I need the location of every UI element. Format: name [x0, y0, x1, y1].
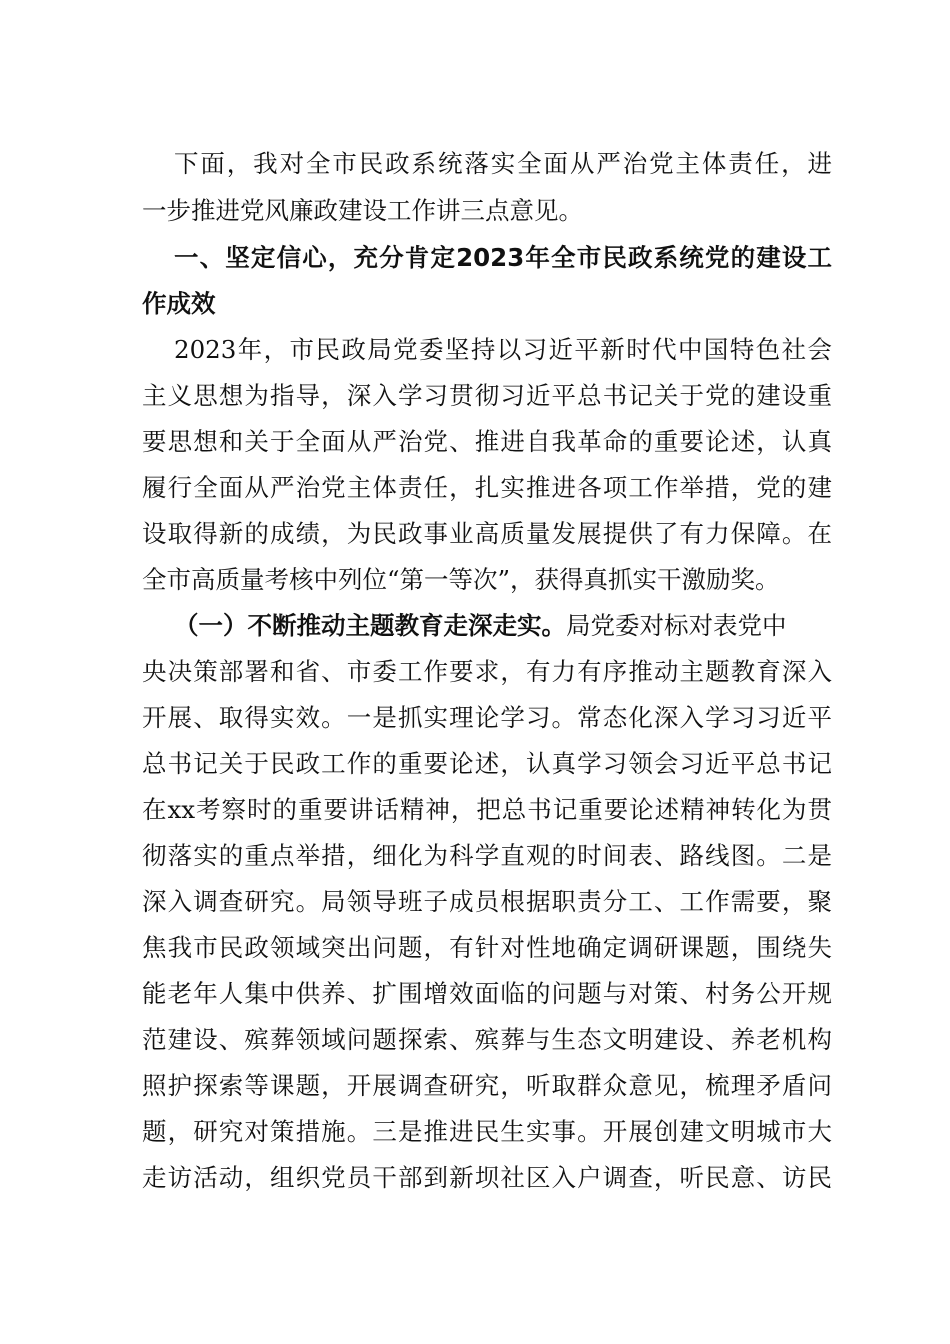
para1-line-2: 主义思想为指导，深入学习贯彻习近平总书记关于党的建设重: [142, 381, 832, 410]
para2-line-2: 央决策部署和省、市委工作要求，有力有序推动主题教育深入: [142, 657, 832, 686]
para2-line-5: 在xx考察时的重要讲话精神，把总书记重要论述精神转化为贯: [142, 795, 832, 824]
para2-line-6: 彻落实的重点举措，细化为科学直观的时间表、路线图。二是: [142, 841, 832, 870]
para1-line-3: 要思想和关于全面从严治党、推进自我革命的重要论述，认真: [142, 427, 832, 456]
para1-line-5: 设取得新的成绩，为民政事业高质量发展提供了有力保障。在: [142, 519, 832, 548]
para1-line-4: 履行全面从严治党主体责任，扎实推进各项工作举措，党的建: [142, 473, 832, 502]
para2-line-10: 范建设、殡葬领域问题探索、殡葬与生态文明建设、养老机构: [142, 1025, 832, 1054]
para2-line-13: 走访活动，组织党员干部到新坝社区入户调查，听民意、访民: [142, 1163, 832, 1192]
section-heading-line-2: 作成效: [142, 289, 216, 318]
para2-line-1: [174, 608, 832, 644]
para2-line-3: 开展、取得实效。一是抓实理论学习。常态化深入学习习近平: [142, 703, 832, 732]
para2-line-9: 能老年人集中供养、扩围增效面临的问题与对策、村务公开规: [142, 979, 832, 1008]
section-heading-line-1: 一、坚定信心，充分肯定2023年全市民政系统党的建设工: [174, 243, 832, 272]
subsection-heading: （一）不断推动主题教育走深走实。: [174, 611, 566, 640]
para2-line-8: 焦我市民政领域突出问题，有针对性地确定调研课题，围绕失: [142, 933, 832, 962]
intro-line-1: 下面，我对全市民政系统落实全面从严治党主体责任，进: [174, 149, 832, 178]
para2-line-11: 照护探索等课题，开展调查研究，听取群众意见，梳理矛盾问: [142, 1071, 832, 1100]
para2-line-1-rest: 局党委对标对表党中: [566, 611, 787, 640]
para2-line-12: 题，研究对策措施。三是推进民生实事。开展创建文明城市大: [142, 1117, 832, 1146]
para2-line-7: 深入调查研究。局领导班子成员根据职责分工、工作需要，聚: [142, 887, 832, 916]
para1-line-1: 2023年，市民政局党委坚持以习近平新时代中国特色社会: [174, 335, 832, 364]
para2-line-4: 总书记关于民政工作的重要论述，认真学习领会习近平总书记: [142, 749, 832, 778]
para1-line-6: 全市高质量考核中列位“第一等次”，获得真抓实干激励奖。: [142, 565, 780, 594]
intro-line-2: 一步推进党风廉政建设工作讲三点意见。: [142, 196, 583, 225]
